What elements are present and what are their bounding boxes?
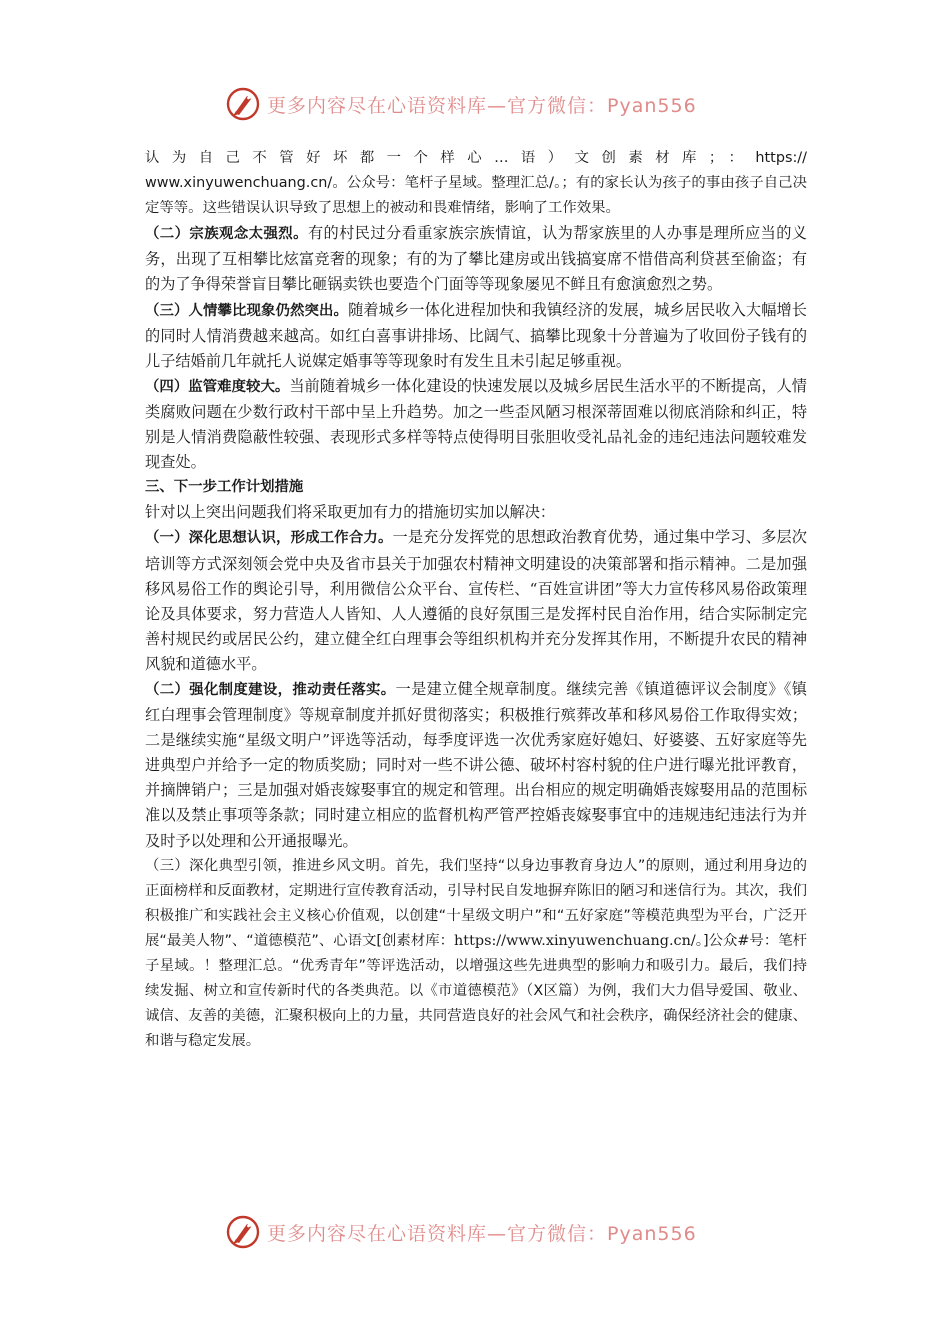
section-3-intro: 针对以上突出问题我们将采取更加有力的措施切实加以解决： xyxy=(145,503,556,522)
banner-text: 更多内容尽在心语资料库—官方微信：Pyan556 xyxy=(267,94,697,117)
wechat-id: Pyan556 xyxy=(607,1222,697,1245)
header-banner xyxy=(225,84,745,124)
intro-paragraph: www.xinyuwenchuang.cn/。公众号：笔杆子星域。整理汇总/。；有的家长认为孩子的事由孩子自己决定等等。这些错误认识导致了思想上的被动和畏难情绪，影响了工作效果。 xyxy=(145,175,807,217)
pen-nib-logo-icon xyxy=(225,86,261,122)
measure-3-paragraph: （三）深化典型引领，推进乡风文明。首先，我们坚持“以身边事教育身边人”的原则，通过利用身边的正面榜样和反面教材，定期进行宣传教育活动，引导村民自发地摒弃陈旧的陋习和迷信行为。其次，我们积极推广和实践社会主义核心价值观，以创建“十星级文明户”和“五好家庭”等模范典型为平台，广泛开展“最美人物”、“道德模范”、心语文[创素材库：https://www.xinyuwenchuang.cn/。]公众#号：笔杆子星域。！整理汇总。“优秀青年”等评选活动，以增强这些先进典型的影响力和吸引力。最后，我们持续发掘、树立和宣传新时代的各类典范。以《市道德模范》（X区篇）为例，我们大力倡导爱国、敬业、诚信、友善的美德，汇聚积极向上的力量，共同营造良好的社会风气和社会秩序，确保经济社会的健康、和谐与稳定发展。 xyxy=(145,857,808,1050)
measure-3-heading: （三） xyxy=(145,857,190,874)
pen-nib-logo-icon xyxy=(225,1214,261,1250)
problem-4-heading: （四）监管难度较大。 xyxy=(145,378,290,395)
measure-3-url: https://www.xinyuwenchuang.cn/ xyxy=(454,932,696,949)
problem-4-paragraph: （四）监管难度较大。当前随着城乡一体化建设的快速发展以及城乡居民生活水平的不断提高，人情类腐败问题在少数行政村干部中呈上升趋势。加之一些歪风陋习根深蒂固难以彻底消除和纠正，特别是人情消费隐蔽性较强、表现形式多样等特点使得明目张胆收受礼品礼金的违纪违法问题较难发现查处。 xyxy=(145,376,807,472)
problem-2-paragraph: （二）宗族观念太强烈。有的村民过分看重家族宗族情谊，认为帮家族里的人办事是理所应当的义务，出现了互相攀比炫富竞奢的现象；有的为了攀比建房或出钱搞宴席不惜借高利贷甚至偷盗；有的为了争得荣誉盲目攀比砸锅卖铁也要造个门面等等现象屡见不鲜且有愈演愈烈之势。 xyxy=(145,224,807,294)
problem-3-heading: （三）人情攀比现象仍然突出。 xyxy=(145,302,349,319)
wechat-id: Pyan556 xyxy=(607,94,697,117)
measure-2-paragraph: （二）强化制度建设，推动责任落实。一是建立健全规章制度。继续完善《镇道德评议会制度》《镇红白理事会管理制度》等规章制度并抓好贯彻落实；积极推行殡葬改革和移风易俗工作取得实效；二是继续实施“星级文明户”评选等活动，每季度评选一次优秀家庭好媳妇、好婆婆、五好家庭等先进典型户并给予一定的物质奖励；同时对一些不讲公德、破坏村容村貌的住户进行曝光批评教育，并摘牌销户；三是加强对婚丧嫁娶事宜的规定和管理。出台相应的规定明确婚丧嫁娶用品的范围标准以及禁止事项等条款；同时建立相应的监督机构严管严控婚丧嫁娶事宜中的违规违纪违法行为并及时予以处理和公开通报曝光。 xyxy=(145,679,807,850)
problem-2-heading: （二）宗族观念太强烈。 xyxy=(145,226,308,243)
intro-line-1: 认为自己不管好坏都一个样心…语）文创素材库；：https:// xyxy=(145,150,807,166)
problem-3-paragraph: （三）人情攀比现象仍然突出。随着城乡一体化进程加快和我镇经济的发展，城乡居民收入大幅增长的同时人情消费越来越高。如红白喜事讲排场、比阔气、搞攀比现象十分普遍为了收回份子钱有的儿子结婚前几年就托人说媒定婚事等等现象时有发生且未引起足够重视。 xyxy=(145,300,807,370)
measure-1-heading: （一）深化思想认识，形成工作合力。 xyxy=(145,530,393,547)
section-3-title: 三、下一步工作计划措施 xyxy=(145,479,304,496)
footer-banner xyxy=(225,1212,745,1252)
banner-text: 更多内容尽在心语资料库—官方微信：Pyan556 xyxy=(267,1222,697,1245)
document-body xyxy=(145,146,807,1054)
measure-1-paragraph: （一）深化思想认识，形成工作合力。一是充分发挥党的思想政治教育优势，通过集中学习、多层次培训等方式深刻领会党中央及省市县关于加强农村精神文明建设的决策部署和指示精神。二是加强移风易俗工作的舆论引导，利用微信公众平台、宣传栏、“百姓宣讲团”等大力宣传移风易俗政策理论及具体要求，努力营造人人皆知、人人遵循的良好氛围三是发挥村民自治作用，结合实际制定完善村规民约或居民公约，建立健全红白理事会等组织机构并充分发挥其作用，不断提升农民的精神风貌和道德水平。 xyxy=(145,528,807,673)
measure-2-heading: （二）强化制度建设，推动责任落实。 xyxy=(145,681,396,698)
